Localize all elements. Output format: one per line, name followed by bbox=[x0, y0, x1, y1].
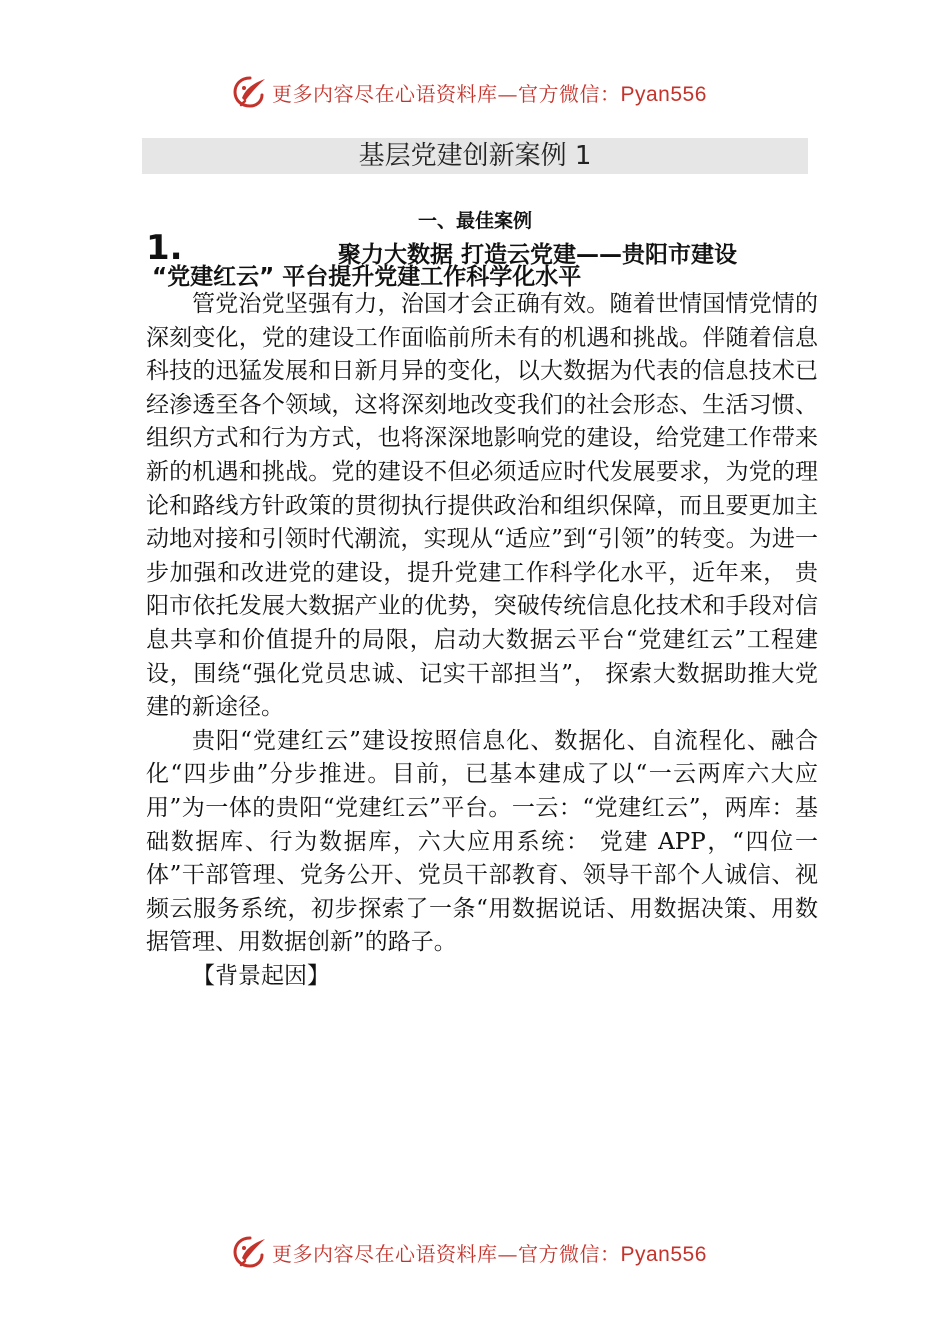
red-pen-swirl-logo-icon bbox=[232, 1234, 268, 1270]
paragraph: 贵阳“党建红云”建设按照信息化、数据化、自流程化、融合化“四步曲”分步推进。目前，已基本建成了以“一云两库六大应用”为一体的贵阳“党建红云”平台。一云：“党建红云”，两库：基础数据库、行为数据库，六大应用系统： 党建 APP，“四位一体”干部管理、党务公开、党员干部教育、领导干部个人诚信、视频云服务系统，初步探索了一条“用数据说话、用数据决策、用数据管理、用数据创新”的路子。 bbox=[146, 727, 818, 956]
body-text bbox=[146, 288, 818, 993]
wechat-id: Pyan556 bbox=[620, 82, 707, 106]
case-number: 1. bbox=[146, 228, 183, 268]
paragraph: 管党治党坚强有力，治国才会正确有效。随着世情国情党情的深刻变化，党的建设工作面临前所未有的机遇和挑战。伴随着信息科技的迅猛发展和日新月异的变化，以大数据为代表的信息技术已经渗透至各个领域，这将深刻地改变我们的社会形态、生活习惯、组织方式和行为方式，也将深深地影响党的建设，给党建工作带来新的机遇和挑战。党的建设不但必须适应时代发展要求，为党的理论和路线方针政策的贯彻执行提供政治和组织保障，而且要更加主动地对接和引领时代潮流，实现从“适应”到“引领”的转变。为进一步加强和改进党的建设，提升党建工作科学化水平，近年来， 贵阳市依托发展大数据产业的优势，突破传统信息化技术和手段对信息共享和价值提升的局限，启动大数据云平台“党建红云”工程建设，围绕“强化党员忠诚、记实干部担当”， 探索大数据助推大党建的新途径。 bbox=[146, 291, 818, 721]
wechat-id: Pyan556 bbox=[620, 1242, 707, 1266]
case-title-line-2: “党建红云” 平台提升党建工作科学化水平 bbox=[152, 264, 582, 290]
section-heading: 一、最佳案例 bbox=[417, 210, 532, 232]
bottom-banner bbox=[232, 1232, 732, 1272]
top-banner bbox=[232, 72, 732, 112]
red-pen-swirl-logo-icon bbox=[232, 74, 268, 110]
banner-text: 更多内容尽在心语资料库—官方微信：Pyan556 bbox=[272, 81, 707, 106]
banner-text: 更多内容尽在心语资料库—官方微信：Pyan556 bbox=[272, 1241, 707, 1266]
paragraph-heading-background: 【背景起因】 bbox=[192, 962, 330, 989]
case-title-line-1: 聚力大数据 打造云党建——贵阳市建设 bbox=[338, 242, 738, 268]
document-title: 基层党建创新案例 1 bbox=[142, 138, 808, 174]
